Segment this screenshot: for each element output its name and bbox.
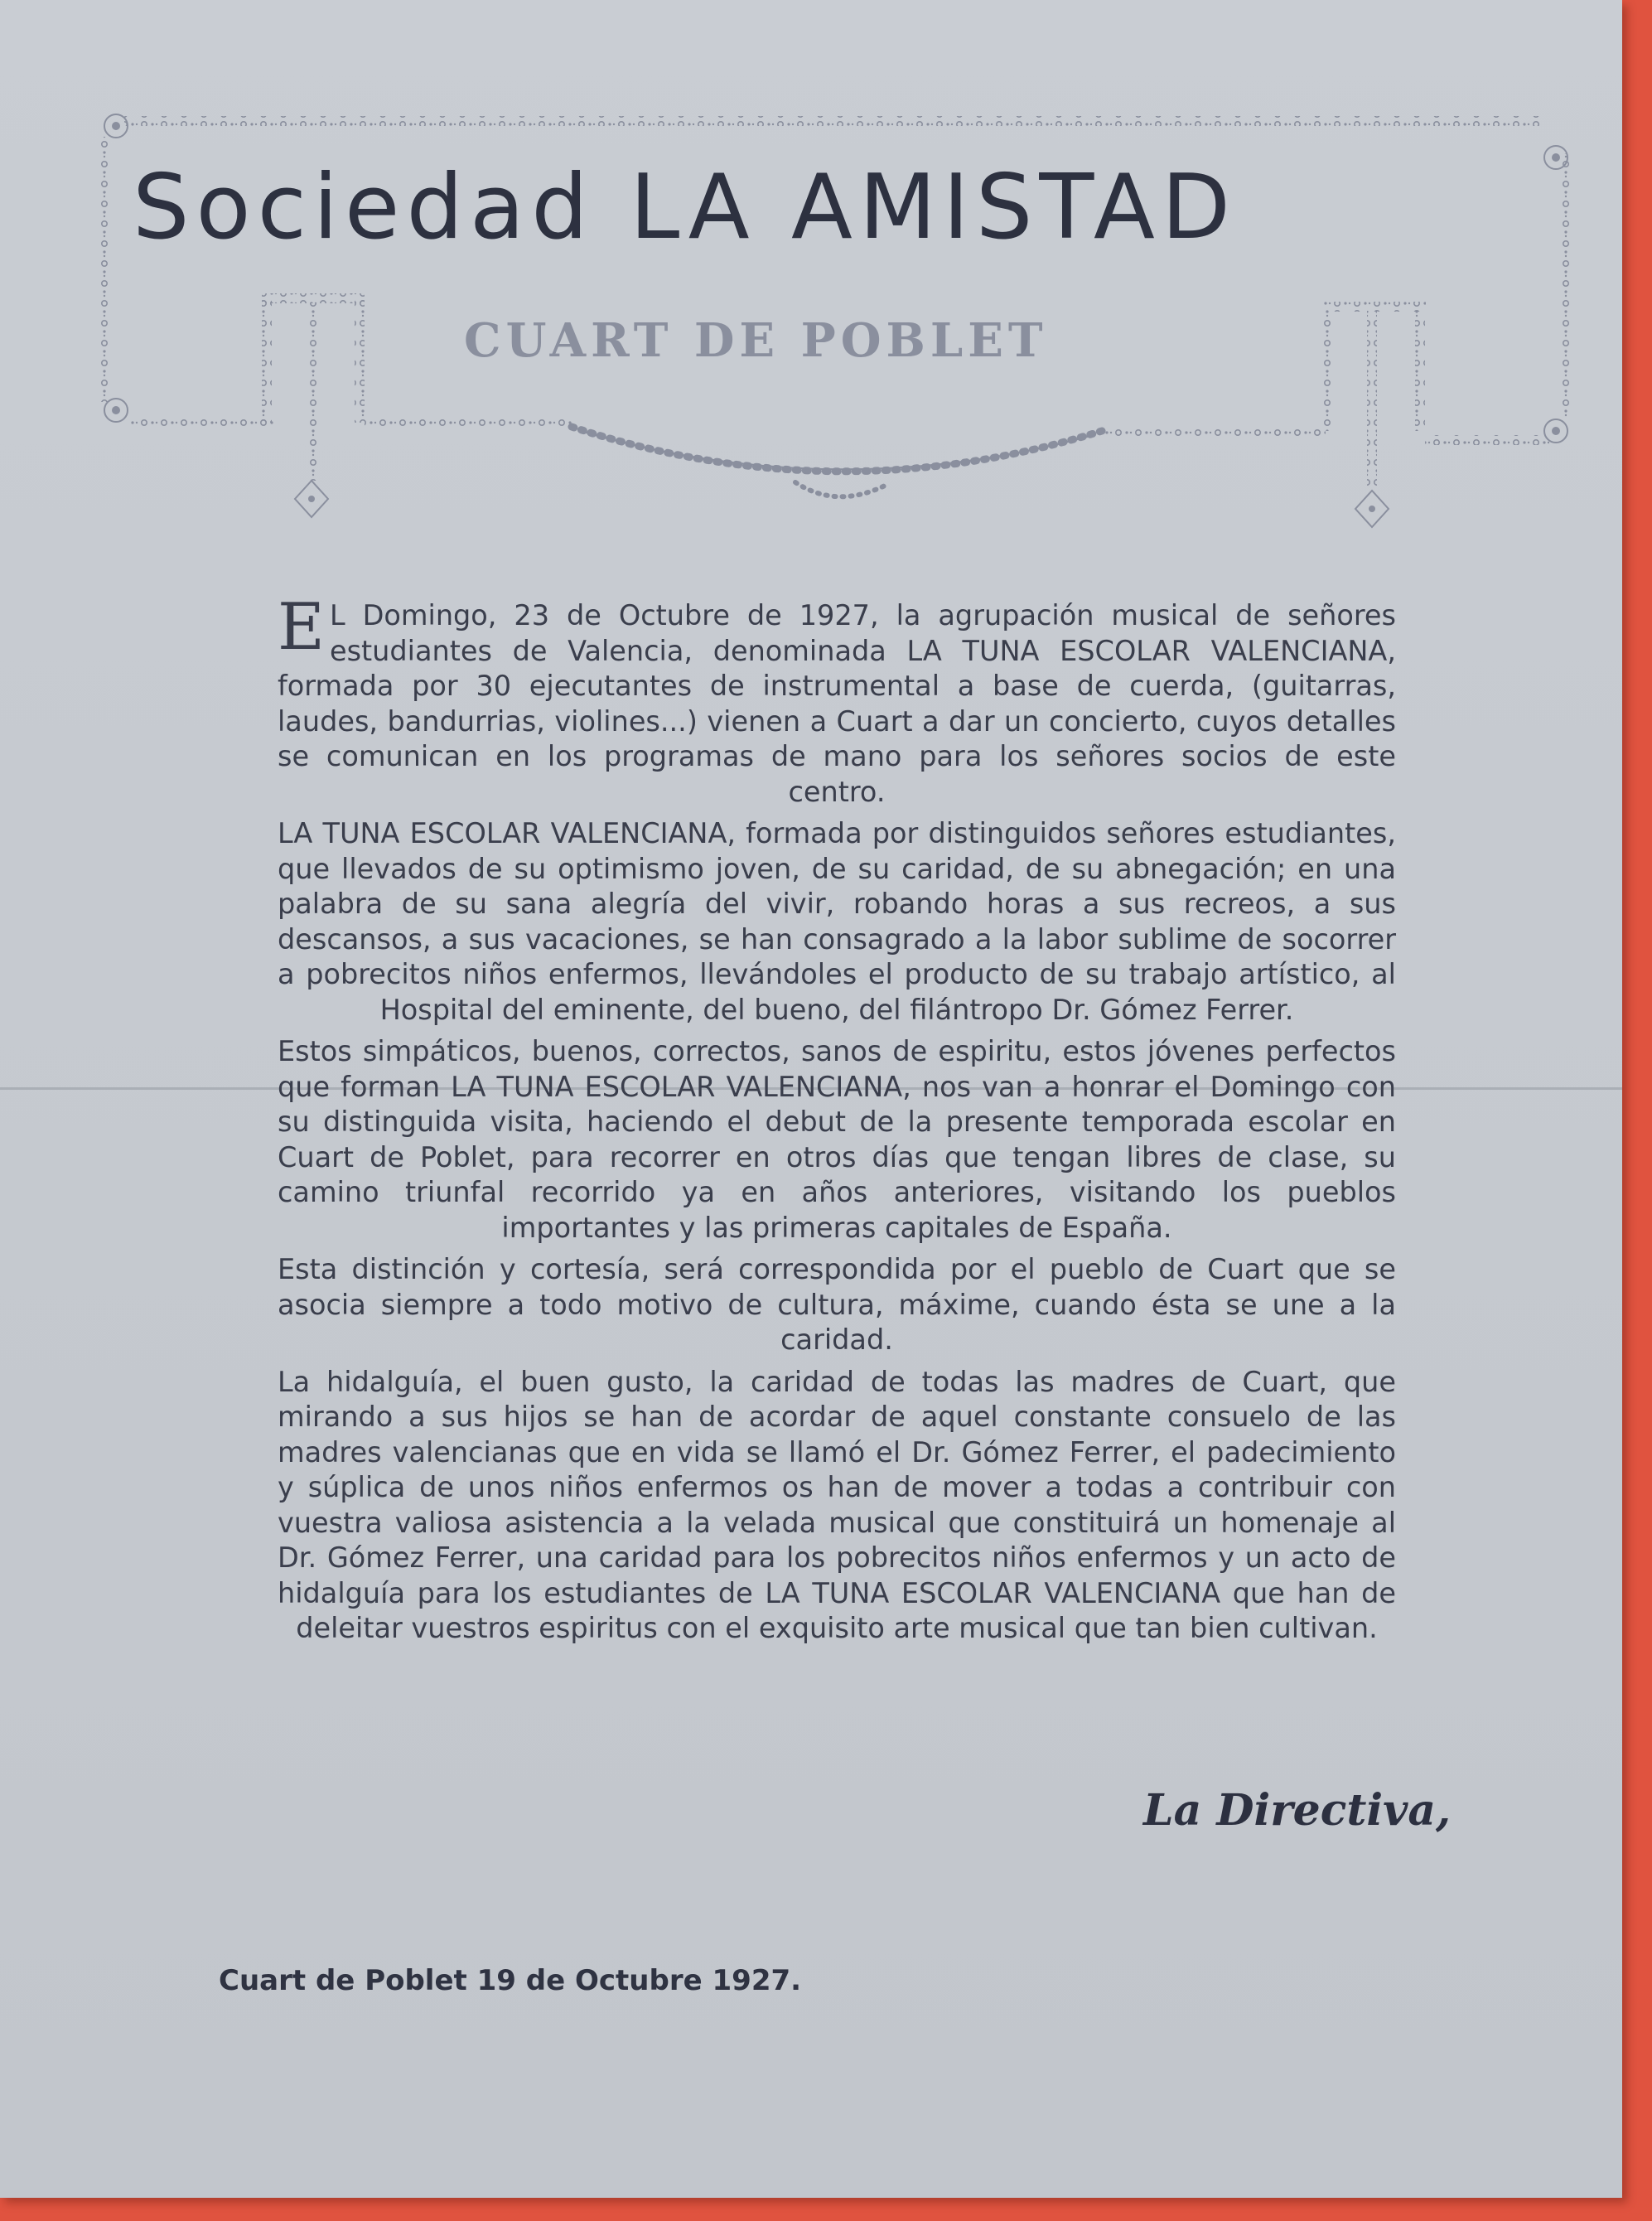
- announcement-body: [278, 590, 1396, 1653]
- drop-cap: E: [278, 590, 325, 665]
- paragraph-2: LA TUNA ESCOLAR VALENCIANA, formada por distinguidos señores estudiantes, que llevados de su optimismo joven, de su caridad, de su abnegación; en una palabra de su sana alegría del vivir, robando horas a sus recreos, a sus descansos, a sus vacaciones, se han consagrado a la labor sublime de socorrer a pobrecitos niños enfermos, llevándoles el producto de su trabajo artístico, al Hospital del eminente, del bueno, del filántropo Dr. Gómez Ferrer.: [278, 817, 1396, 1026]
- society-title: Sociedad LA AMISTAD: [133, 156, 1238, 259]
- paragraph-5: La hidalguía, el buen gusto, la caridad de todas las madres de Cuart, que mirando a sus hijos se han de acordar de aquel constante consuelo de las madres valencianas que en vida se llamó el Dr. Gómez Ferrer, el padecimiento y súplica de unos niños enfermos os han de mover a todas a contribuir con vuestra valiosa asistencia a la velada musical que constituirá un homenaje al Dr. Gómez Ferrer, una caridad para los pobrecitos niños enfermos y un acto de hidalguía para los estudiantes de LA TUNA ESCOLAR VALENCIANA que han de deleitar vuestros espiritus con el exquisito arte musical que tan bien cultivan.: [278, 1365, 1396, 1644]
- paragraph-3: Estos simpáticos, buenos, correctos, sanos de espiritu, estos jóvenes perfectos que forman LA TUNA ESCOLAR VALENCIANA, nos van a honrar el Domingo con su distinguida visita, haciendo el debut de la presente temporada escolar en Cuart de Poblet, para recorrer en otros días que tengan libres de clase, su camino triunfal recorrido ya en años anteriores, visitando los pueblos importantes y las primeras capitales de España.: [278, 1035, 1396, 1244]
- town-subtitle: CUART DE POBLET: [464, 313, 1048, 368]
- place-date: Cuart de Poblet 19 de Octubre 1927.: [219, 1964, 802, 1997]
- paragraph-1: [278, 590, 1396, 810]
- paragraph-1-text: L Domingo, 23 de Octubre de 1927, la agrupación musical de señores estudiantes de Valencia, denominada LA TUNA ESCOLAR VALENCIANA, formada por 30 ejecutantes de instrumental a base de cuerda, (guitarras, laudes, bandurrias, violines...) vienen a Cuart a dar un concierto, cuyos detalles se comunican en los programas de mano para los señores socios de este centro.: [278, 599, 1396, 808]
- ornamental-frame: [0, 0, 1622, 580]
- signature: La Directiva,: [1143, 1785, 1452, 1836]
- paragraph-4: Esta distinción y cortesía, será correspondida por el pueblo de Cuart que se asocia siempre a todo motivo de cultura, máxime, cuando ésta se une a la caridad.: [278, 1253, 1396, 1356]
